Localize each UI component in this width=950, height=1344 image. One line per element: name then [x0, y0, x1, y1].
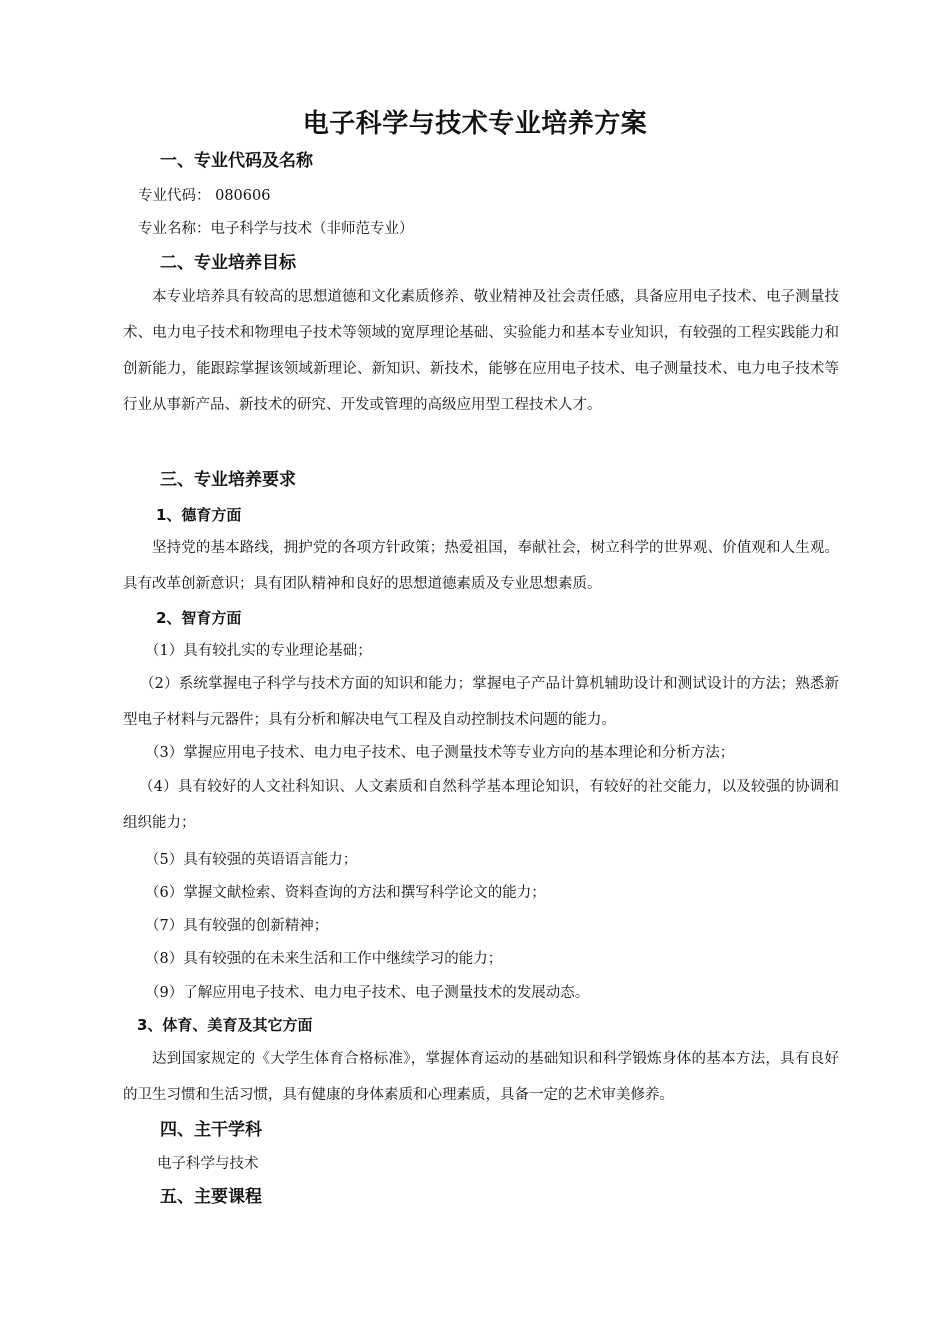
physical-paragraph: 达到国家规定的《大学生体育合格标准》，掌握体育运动的基础知识和科学锻炼身体的基本方法，具有良好的卫生习惯和生活习惯，具有健康的身体素质和心理素质，具备一定的艺术审美修养。 — [123, 1051, 839, 1103]
list-item: （8）具有较强的在未来生活和工作中继续学习的能力； — [145, 951, 503, 967]
document-title: 电子科学与技术专业培养方案 — [302, 109, 648, 139]
list-item: （5）具有较强的英语语言能力； — [145, 852, 358, 868]
moral-paragraph: 坚持党的基本路线，拥护党的各项方针政策；热爱祖国，奉献社会，树立科学的世界观、价值观和人生观。具有改革创新意识；具有团队精神和良好的思想道德素质及专业思想素质。 — [123, 540, 839, 592]
subheading-physical: 3、体育、美育及其它方面 — [137, 1016, 313, 1034]
list-item: （7）具有较强的创新精神； — [145, 918, 329, 934]
section-heading-main-courses: 五、主要课程 — [160, 1187, 262, 1207]
list-item: （6）掌握文献检索、资料查询的方法和撰写科学论文的能力； — [145, 885, 546, 901]
list-item: （3）掌握应用电子技术、电力电子技术、电子测量技术等专业方向的基本理论和分析方法； — [145, 745, 735, 761]
major-name-line: 专业名称：电子科学与技术（非师范专业） — [138, 221, 414, 237]
objectives-paragraph: 本专业培养具有较高的思想道德和文化素质修养、敬业精神及社会责任感，具备应用电子技术、电子测量技术、电力电子技术和物理电子技术等领域的宽厚理论基础、实验能力和基本专业知识，有较强的工程实践能力和创新能力，能跟踪掌握该领域新理论、新知识、新技术，能够在应用电子技术、电子测量技术、电力电子技术等行业从事新产品、新技术的研究、开发或管理的高级应用型工程技术人才。 — [123, 289, 839, 413]
section-heading-objectives: 二、专业培养目标 — [160, 253, 296, 273]
section-heading-requirements: 三、专业培养要求 — [160, 470, 296, 490]
major-code-line: 专业代码： 080606 — [138, 188, 271, 204]
list-item: （2）系统掌握电子科学与技术方面的知识和能力；掌握电子产品计算机辅助设计和测试设计的方法；熟悉新型电子材料与元器件；具有分析和解决电气工程及自动控制技术问题的能力。 — [123, 676, 839, 728]
subheading-intellect: 2、智育方面 — [156, 609, 242, 627]
subheading-moral: 1、德育方面 — [156, 506, 242, 524]
list-item: （1）具有较扎实的专业理论基础； — [145, 643, 372, 659]
list-item: （9）了解应用电子技术、电力电子技术、电子测量技术的发展动态。 — [145, 985, 590, 1001]
list-item: （4）具有较好的人文社科知识、人文素质和自然科学基本理论知识，有较好的社交能力，以及较强的协调和组织能力； — [123, 779, 839, 831]
section-heading-code-name: 一、专业代码及名称 — [160, 151, 313, 171]
main-discipline-content: 电子科学与技术 — [157, 1156, 259, 1172]
section-heading-main-discipline: 四、主干学科 — [160, 1120, 262, 1140]
